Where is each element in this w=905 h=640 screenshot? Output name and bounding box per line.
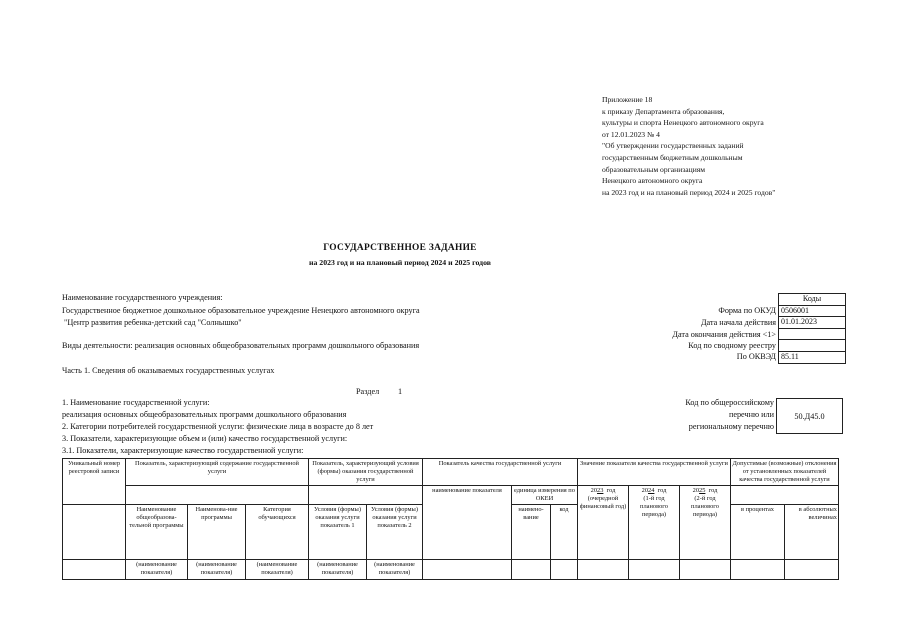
blank-cell: [63, 560, 126, 580]
code-registry: [779, 340, 846, 352]
blank-cell: [785, 560, 839, 580]
blank-cell: [512, 560, 551, 580]
institution-name-line1: Государственное бюджетное дошкольное образовательное учреждение Ненецкого автономного округа: [62, 306, 420, 315]
indicator-note: (наименование показателя): [367, 560, 423, 580]
indicator-note: (наименование показателя): [126, 560, 188, 580]
blank-cell: [680, 560, 731, 580]
institution-label: Наименование государственного учреждения:: [62, 293, 223, 302]
codes-header: Коды: [779, 294, 846, 306]
document-subtitle: на 2023 год и на плановый период 2024 и 2025 годов: [308, 258, 492, 267]
codes-table: [778, 293, 846, 364]
code-end-date: [779, 328, 846, 340]
blank-cell: [309, 486, 423, 505]
activity-type: Виды деятельности: реализация основных общеобразовательных программ дошкольного образования: [62, 341, 420, 350]
approval-line: к приказу Департамента образования,: [602, 106, 725, 116]
part-heading: Часть 1. Сведения об оказываемых государственных услугах: [62, 366, 275, 375]
approval-line: образовательным организациям: [602, 164, 706, 174]
codes-label-okved: По ОКВЭД: [736, 352, 776, 361]
indicator-note: (наименование показателя): [246, 560, 309, 580]
service-categories: 2. Категории потребителей государственной услуги: физические лица в возрасте до 8 лет: [62, 422, 374, 431]
approval-line: государственным бюджетным дошкольным: [602, 152, 743, 162]
document-title: ГОСУДАРСТВЕННОЕ ЗАДАНИЕ: [323, 243, 477, 253]
header-unique-number: Уникальный номер реестровой записи: [63, 459, 126, 505]
header-year-2024: [629, 486, 680, 560]
header-program: Наименова-ние программы: [188, 505, 246, 560]
year-value: 23: [597, 487, 604, 494]
year-suffix: год: [606, 487, 616, 494]
year-note: (2-й год планового периода): [691, 495, 719, 518]
code-okud: 0506001: [779, 305, 846, 317]
service-name-value: реализация основных общеобразовательных программ дошкольного образования: [62, 410, 347, 419]
institution-name-line2: "Центр развития ребенка-детский сад "Солнышко": [64, 318, 242, 327]
year-suffix: год: [657, 487, 667, 494]
codes-label-registry: Код по сводному реестру: [688, 341, 776, 350]
approval-line: от 12.01.2023 № 4: [602, 129, 660, 139]
year-note: (1-й год планового периода): [640, 495, 668, 518]
year-suffix: год: [708, 487, 718, 494]
header-conditions-indicator: Показатель, характеризующий условия (формы) оказания государственной услуги: [309, 459, 423, 486]
blank-cell: [629, 560, 680, 580]
indicator-note: (наименование показателя): [309, 560, 367, 580]
service-quality: 3.1. Показатели, характеризующие качество государственной услуги:: [62, 446, 304, 455]
section-label: Раздел: [356, 387, 380, 396]
year-prefix: 20: [692, 487, 700, 494]
codes-label-end: Дата окончания действия <1>: [672, 330, 776, 339]
blank-cell: [63, 505, 126, 560]
approval-block: [602, 94, 775, 198]
registry-label-3: региональному перечню: [688, 422, 774, 431]
registry-code: 50.Д45.0: [776, 398, 843, 434]
codes-label-okud: Форма по ОКУД: [718, 306, 776, 315]
registry-label-2: перечню или: [728, 410, 774, 419]
header-deviation: Допустимые (возможные) отклонения от установленных показателей качества государственной услуги: [731, 459, 839, 486]
approval-line: культуры и спорта Ненецкого автономного округа: [602, 118, 764, 128]
codes-label-start: Дата начала действия: [700, 318, 776, 327]
year-note: (очередной финансовый год): [579, 495, 627, 510]
year-value: 25: [699, 487, 706, 494]
code-okved: 85.11: [779, 351, 846, 363]
service-name-label: 1. Наименование государственной услуги:: [62, 398, 210, 407]
blank-cell: [578, 560, 629, 580]
header-condition-1: Условия (формы) оказания услуги показатель 1: [309, 505, 367, 560]
header-content-indicator: Показатель, характеризующий содержание государственной услуги: [126, 459, 309, 486]
header-student-category: Категория обучающихся: [246, 505, 309, 560]
registry-label-1: Код по общероссийскому: [685, 398, 774, 407]
indicator-note: (наименование показателя): [188, 560, 246, 580]
header-indicator-name: наименование показателя: [423, 486, 512, 560]
header-condition-2: Условия (формы) оказания услуги показатель 2: [367, 505, 423, 560]
header-year-2023: [578, 486, 629, 560]
approval-line: "Об утверждении государственных заданий: [602, 141, 744, 151]
blank-cell: [551, 560, 578, 580]
header-program-name: Наименование общеобразова-тельной программы: [126, 505, 188, 560]
header-year-2025: [680, 486, 731, 560]
blank-cell: [126, 486, 309, 505]
header-quality-indicator: Показатель качества государственной услуги: [423, 459, 578, 486]
header-unit: единица измерения по ОКЕИ: [512, 486, 578, 505]
header-unit-name: наимено-вание: [512, 505, 551, 560]
year-prefix: 20: [641, 487, 649, 494]
header-deviation-absolute: в абсолютных величинах: [785, 505, 839, 560]
blank-cell: [423, 560, 512, 580]
blank-cell: [731, 560, 785, 580]
header-unit-code: код: [551, 505, 578, 560]
blank-cell: [731, 486, 839, 505]
header-deviation-percent: в процентах: [731, 505, 785, 560]
approval-line: Приложение 18: [602, 95, 653, 104]
year-prefix: 20: [590, 487, 598, 494]
approval-line: Ненецкого автономного округа: [602, 176, 703, 186]
section-number: 1: [398, 387, 403, 396]
quality-table: [62, 458, 839, 580]
code-start-date: 01.01.2023: [779, 317, 846, 329]
year-value: 24: [648, 487, 655, 494]
header-quality-values: Значение показателя качества государственной услуги: [578, 459, 731, 486]
service-indicators: 3. Показатели, характеризующие объем и (или) качество государственной услуги:: [62, 434, 348, 443]
approval-line: на 2023 год и на плановый период 2024 и 2025 годов": [602, 187, 776, 197]
